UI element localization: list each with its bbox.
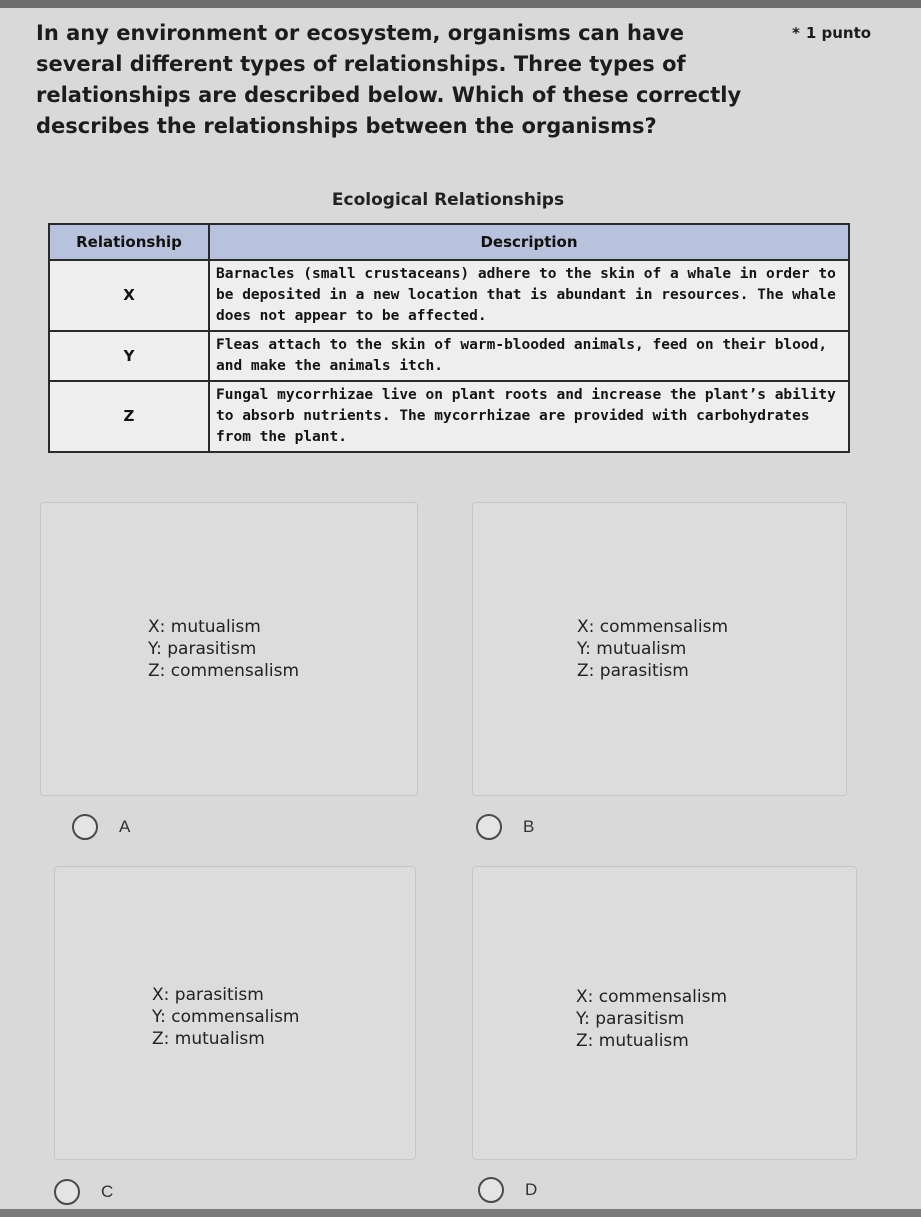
relationship-cell: Z (49, 381, 209, 452)
option-line: Z: parasitism (577, 661, 689, 681)
table-row (49, 381, 849, 452)
question-text: In any environment or ecosystem, organisms can have several different types of relationships. Three types of relationships are described below. Which of these correctly describes the relationships between the organisms? (36, 21, 742, 138)
top-edge (0, 0, 921, 8)
option-b-radio[interactable] (476, 814, 502, 840)
option-line: X: commensalism (576, 987, 728, 1007)
option-d-label: D (525, 1180, 538, 1199)
option-b-text (577, 616, 728, 682)
option-a-label: A (119, 817, 131, 836)
option-line: X: mutualism (148, 617, 261, 637)
option-c-label: C (101, 1182, 114, 1201)
points-indicator (792, 24, 871, 42)
option-a-text (148, 616, 299, 682)
option-b-label: B (523, 817, 535, 836)
header-relationship: Relationship (49, 224, 209, 260)
required-marker: * (792, 24, 800, 42)
option-line: Y: parasitism (148, 639, 257, 659)
option-line: Z: commensalism (148, 661, 300, 681)
option-line: Y: parasitism (576, 1009, 685, 1029)
table-caption: Ecological Relationships (331, 190, 565, 210)
relationships-table (48, 223, 850, 453)
option-b-radio-row[interactable] (476, 814, 534, 840)
option-d-text (576, 986, 727, 1052)
option-line: X: commensalism (577, 617, 729, 637)
table-row (49, 331, 849, 381)
option-line: X: parasitism (152, 985, 264, 1005)
relationship-cell: Y (49, 331, 209, 381)
relationship-cell: X (49, 260, 209, 331)
points-value: 1 punto (805, 24, 872, 42)
option-line: Y: mutualism (577, 639, 687, 659)
bottom-edge (0, 1209, 921, 1217)
table-row (49, 260, 849, 331)
option-d-radio[interactable] (478, 1177, 504, 1203)
option-d-radio-row[interactable] (478, 1177, 537, 1203)
description-cell: Barnacles (small crustaceans) adhere to the skin of a whale in order to be deposited in a new location that is abundant in resources. The whale does not appear to be affected. (209, 260, 849, 331)
option-c-radio[interactable] (54, 1179, 80, 1205)
description-cell: Fungal mycorrhizae live on plant roots and increase the plant’s ability to absorb nutrients. The mycorrhizae are provided with carbohydrates from the plant. (209, 381, 849, 452)
option-line: Z: mutualism (152, 1029, 265, 1049)
header-description: Description (209, 224, 849, 260)
option-line: Z: mutualism (576, 1031, 689, 1051)
option-c-radio-row[interactable] (54, 1179, 113, 1205)
option-a-radio-row[interactable] (72, 814, 130, 840)
option-line: Y: commensalism (152, 1007, 300, 1027)
option-a-radio[interactable] (72, 814, 98, 840)
table-header-row (49, 224, 849, 260)
option-c-text (152, 984, 300, 1050)
description-cell: Fleas attach to the skin of warm-blooded animals, feed on their blood, and make the animals itch. (209, 331, 849, 381)
